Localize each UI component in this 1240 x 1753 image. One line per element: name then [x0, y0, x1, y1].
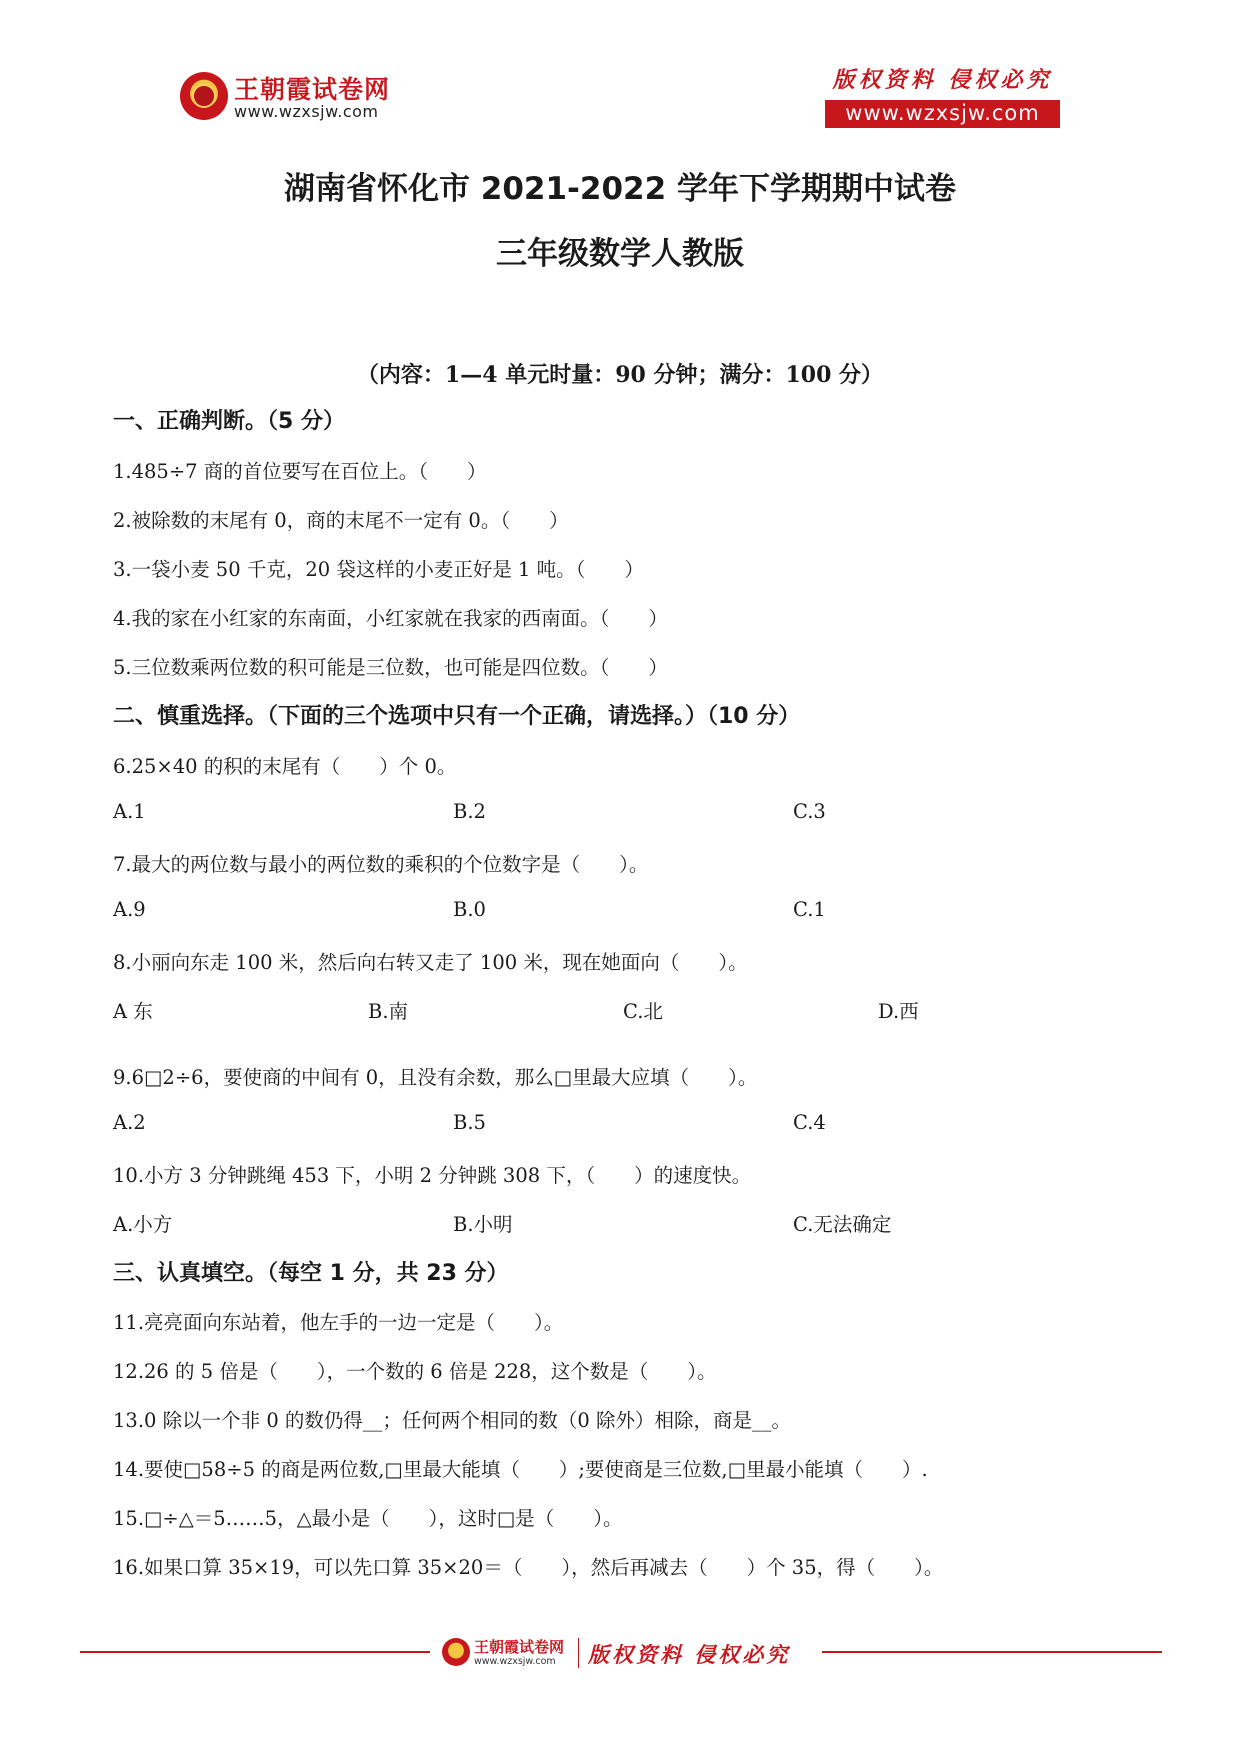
- brand-url: www.wzxsjw.com: [234, 102, 379, 121]
- q10-option-a: A.小方: [113, 1213, 173, 1236]
- header-logo: [180, 70, 420, 126]
- question-2: 2.被除数的末尾有 0，商的末尾不一定有 0。（ ）: [113, 509, 569, 532]
- question-8: 8.小丽向东走 100 米，然后向右转又走了 100 米，现在她面向（ ）。: [113, 951, 748, 974]
- q6-option-b: B.2: [453, 800, 486, 823]
- question-15: 15.□÷△＝5……5，△最小是（ ），这时□是（ ）。: [113, 1507, 623, 1530]
- copyright-url: www.wzxsjw.com: [825, 100, 1060, 128]
- section-heading-2: 二、慎重选择。（下面的三个选项中只有一个正确，请选择。）（10 分）: [113, 704, 801, 729]
- q8-option-c: C.北: [623, 1000, 663, 1023]
- q8-option-b: B.南: [368, 1000, 409, 1023]
- page-title: 湖南省怀化市 2021-2022 学年下学期期中试卷: [283, 171, 956, 207]
- question-10: 10.小方 3 分钟跳绳 453 下，小明 2 分钟跳 308 下，（ ）的速度快。: [113, 1164, 752, 1187]
- copyright-text: 版权资料 侵权必究: [832, 67, 1053, 93]
- footer-divider-right: [822, 1651, 1162, 1653]
- q7-option-c: C.1: [793, 898, 826, 921]
- footer-logo: [442, 1634, 842, 1674]
- brand-seal-icon: [180, 72, 228, 120]
- brand-name: 王朝霞试卷网: [234, 75, 391, 104]
- question-7: 7.最大的两位数与最小的两位数的乘积的个位数字是（ ）。: [113, 853, 649, 876]
- footer-separator: [578, 1638, 579, 1668]
- q9-option-a: A.2: [113, 1111, 146, 1134]
- footer-brand-url: www.wzxsjw.com: [474, 1656, 556, 1667]
- question-12: 12.26 的 5 倍是（ ），一个数的 6 倍是 228，这个数是（ ）。: [113, 1360, 717, 1383]
- footer-divider-left: [80, 1651, 430, 1653]
- q10-option-c: C.无法确定: [793, 1213, 892, 1236]
- q8-option-a: A 东: [113, 1000, 153, 1023]
- q7-option-b: B.0: [453, 898, 486, 921]
- question-9: 9.6□2÷6，要使商的中间有 0，且没有余数，那么□里最大应填（ ）。: [113, 1066, 758, 1089]
- q8-option-d: D.西: [878, 1000, 919, 1023]
- question-3: 3.一袋小麦 50 千克，20 袋这样的小麦正好是 1 吨。（ ）: [113, 558, 644, 581]
- section-heading-1: 一、正确判断。（5 分）: [113, 409, 345, 434]
- question-13: 13.0 除以一个非 0 的数仍得__；任何两个相同的数（0 除外）相除，商是__。: [113, 1409, 792, 1432]
- header-copyright: [825, 63, 1060, 128]
- question-1: 1.485÷7 商的首位要写在百位上。（ ）: [113, 460, 487, 483]
- question-14: 14.要使□58÷5 的商是两位数,□里最大能填（ ）;要使商是三位数,□里最小能填（ ）.: [113, 1458, 928, 1481]
- question-5: 5.三位数乘两位数的积可能是三位数，也可能是四位数。（ ）: [113, 656, 668, 679]
- exam-info: （内容：1—4 单元时量：90 分钟；满分：100 分）: [356, 362, 884, 388]
- footer-copyright: 版权资料 侵权必究: [588, 1642, 791, 1667]
- page-subtitle: 三年级数学人教版: [496, 236, 744, 272]
- q9-option-b: B.5: [453, 1111, 486, 1134]
- question-4: 4.我的家在小红家的东南面，小红家就在我家的西南面。（ ）: [113, 607, 668, 630]
- question-11: 11.亮亮面向东站着，他左手的一边一定是（ ）。: [113, 1311, 564, 1334]
- q7-option-a: A.9: [113, 898, 146, 921]
- q6-option-a: A.1: [113, 800, 146, 823]
- question-16: 16.如果口算 35×19，可以先口算 35×20＝（ ），然后再减去（ ）个 35，得（ ）。: [113, 1556, 944, 1579]
- q6-option-c: C.3: [793, 800, 826, 823]
- q10-option-b: B.小明: [453, 1213, 513, 1236]
- footer-seal-icon: [442, 1638, 470, 1666]
- footer-brand-name: 王朝霞试卷网: [474, 1638, 565, 1656]
- q9-option-c: C.4: [793, 1111, 826, 1134]
- question-6: 6.25×40 的积的末尾有（ ）个 0。: [113, 755, 457, 778]
- section-heading-3: 三、认真填空。（每空 1 分，共 23 分）: [113, 1261, 509, 1286]
